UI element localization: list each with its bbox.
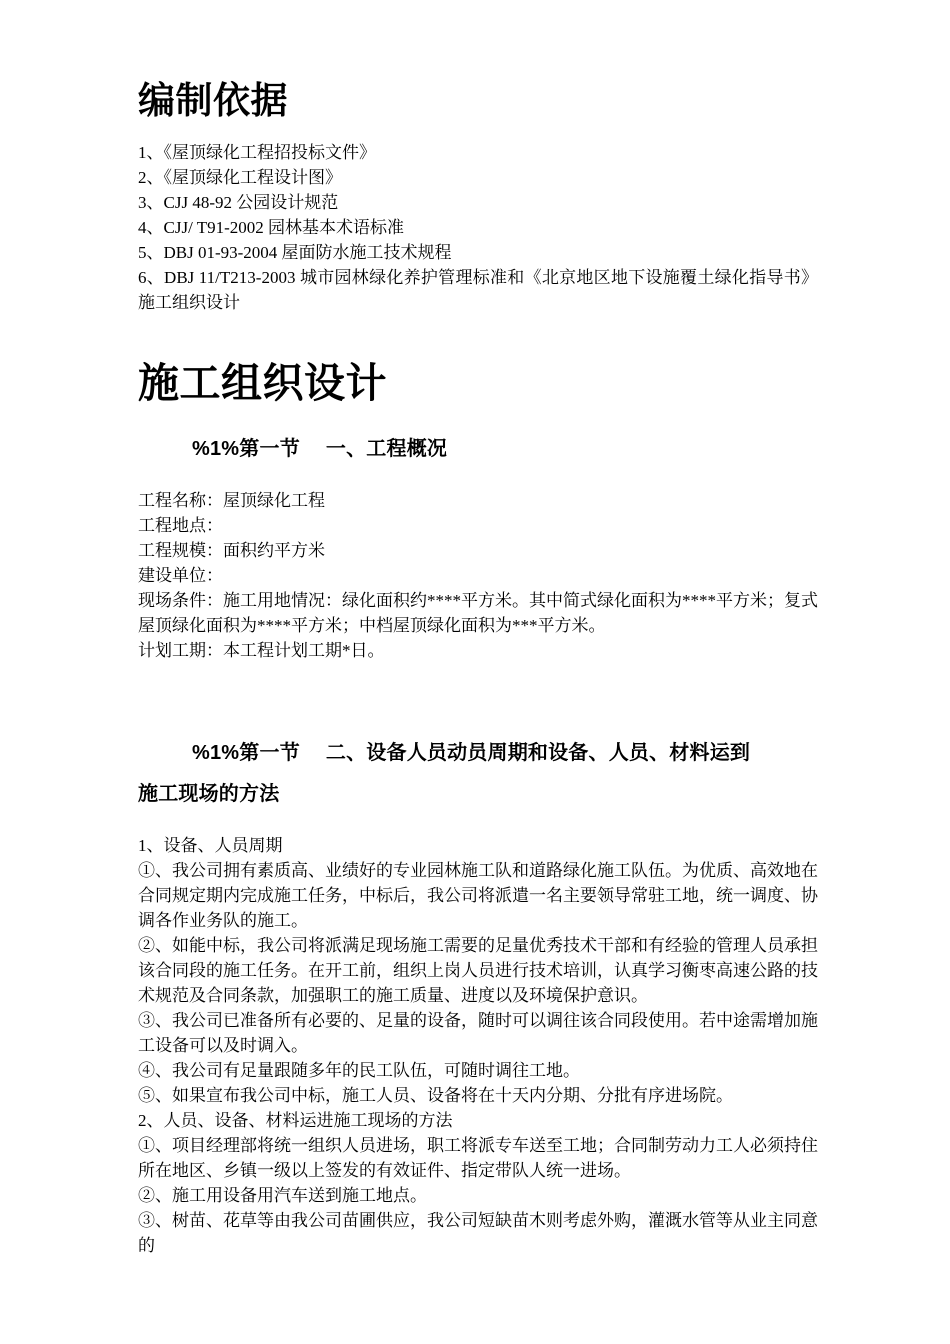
section-title-label-cont: 施工现场的方法 — [138, 782, 280, 805]
paragraph-item: ②、如能中标，我公司将派满足现场施工需要的足量优秀技术干部和有经验的管理人员承担该合同段的施工任务。在开工前，组织上岗人员进行技术培训，认真学习衡枣高速公路的技术规范及合同条款，加强职工的施工质量、进度以及环境保护意识。 — [138, 935, 818, 1005]
subsection-title-transport-method: 2、人员、设备、材料运进施工现场的方法 — [138, 1110, 453, 1130]
paragraph-item: ④、我公司有足量跟随多年的民工队伍，可随时调往工地。 — [138, 1060, 580, 1080]
field-project-name: 工程名称：屋顶绿化工程 — [138, 490, 325, 510]
field-planned-duration: 计划工期：本工程计划工期*日。 — [138, 640, 385, 660]
mobilization-block — [138, 811, 818, 1258]
field-project-location: 工程地点： — [138, 515, 223, 535]
page-title-construction-plan: 施工组织设计 — [138, 359, 387, 406]
paragraph-item: ③、我公司已准备所有必要的、足量的设备，随时可以调往该合同段使用。若中途需增加施工设备可以及时调入。 — [138, 1010, 818, 1055]
paragraph-item: ③、树苗、花草等由我公司苗圃供应，我公司短缺苗木则考虑外购，灌溉水管等从业主同意的 — [138, 1210, 818, 1255]
paragraph-item: ①、我公司拥有素质高、业绩好的专业园林施工队和道路绿化施工队伍。为优质、高效地在合同规定期内完成施工任务，中标后，我公司将派遣一名主要领导常驻工地，统一调度、协调各作业务队的施工。 — [138, 860, 818, 930]
page-title-basis: 编制依据 — [138, 81, 288, 122]
paragraph-item: ②、施工用设备用汽车送到施工地点。 — [138, 1185, 427, 1205]
project-overview-block — [138, 466, 818, 663]
subsection-title-equipment-personnel: 1、设备、人员周期 — [138, 835, 283, 855]
field-construction-unit: 建设单位： — [138, 565, 223, 585]
list-item: 1、《屋顶绿化工程招投标文件》 — [138, 142, 376, 162]
section-heading-two-line2 — [138, 777, 818, 811]
paragraph-item: ①、项目经理部将统一组织人员进场，职工将派专车送至工地；合同制劳动力工人必须持住所在地区、乡镇一级以上签发的有效证件、指定带队人统一进场。 — [138, 1135, 818, 1180]
list-item: 6、DBJ 11/T213-2003 城市园林绿化养护管理标准和《北京地区地下设施覆土绿化指导书》施工组织设计 — [138, 267, 818, 312]
basis-reference-list — [138, 123, 818, 315]
section-title-label: 一、工程概况 — [325, 437, 448, 460]
section-number-label: %1%第一节 — [192, 741, 300, 764]
field-site-conditions: 现场条件：施工用地情况：绿化面积约****平方米。其中简式绿化面积为****平方米；复式屋顶绿化面积为****平方米；中档屋顶绿化面积为***平方米。 — [138, 590, 818, 635]
list-item: 5、DBJ 01-93-2004 屋面防水施工技术规程 — [138, 242, 452, 262]
section-heading-two — [138, 699, 818, 777]
section-number-label: %1%第一节 — [192, 437, 300, 460]
section-spacer — [138, 663, 818, 699]
section-title-label: 二、设备人员动员周期和设备、人员、材料运到 — [325, 741, 751, 764]
field-project-scale: 工程规模：面积约平方米 — [138, 540, 325, 560]
section-heading-one — [138, 406, 818, 466]
list-item: 2、《屋顶绿化工程设计图》 — [138, 167, 342, 187]
paragraph-item: ⑤、如果宣布我公司中标，施工人员、设备将在十天内分期、分批有序进场院。 — [138, 1085, 733, 1105]
list-item: 3、CJJ 48-92 公园设计规范 — [138, 192, 339, 212]
list-item: 4、CJJ/ T91-2002 园林基本术语标准 — [138, 217, 405, 237]
document-content-column — [138, 0, 818, 1258]
